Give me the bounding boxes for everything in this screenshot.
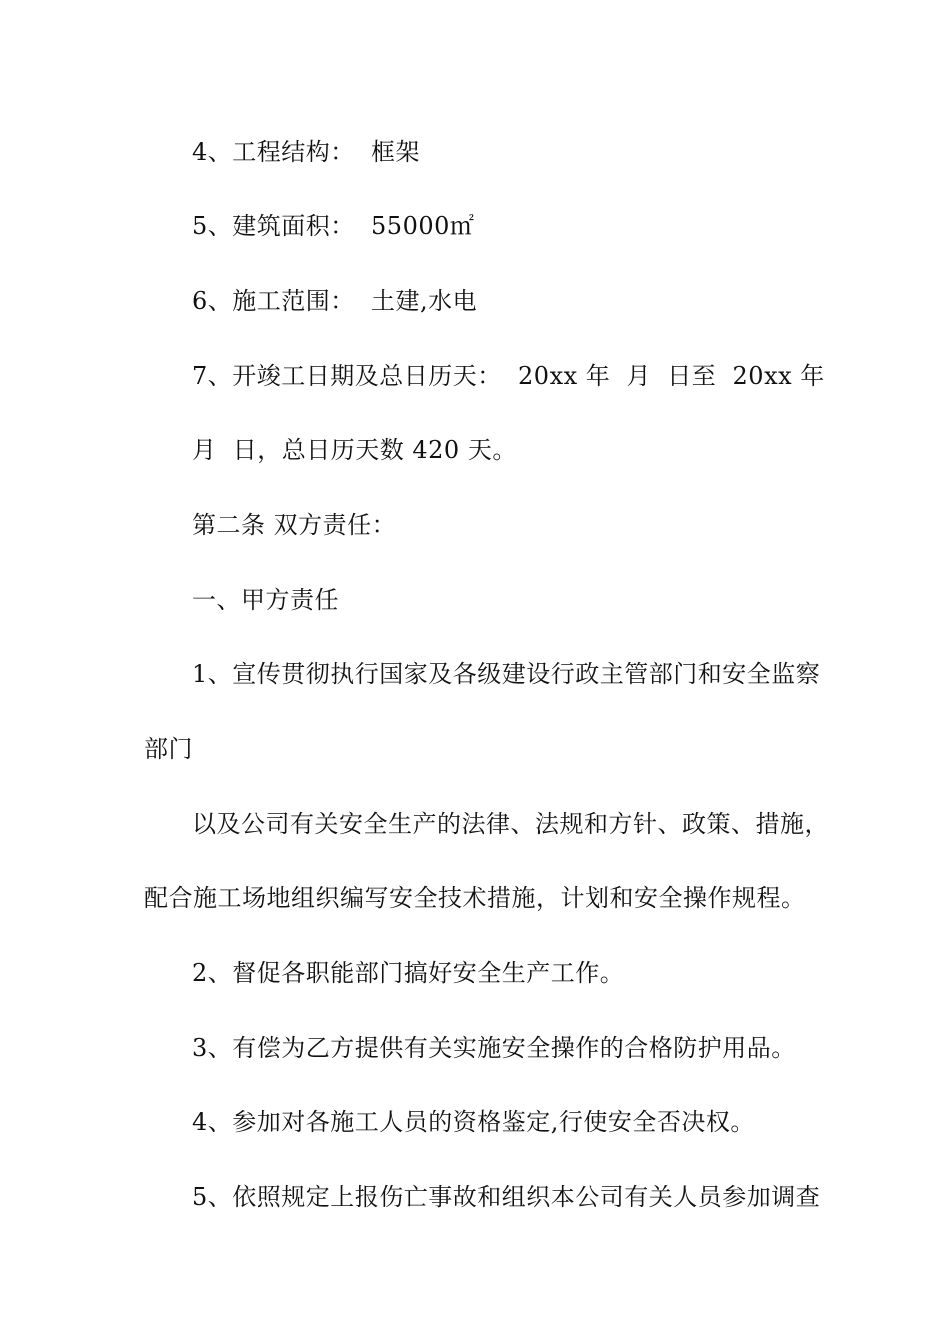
duty-4: 4、参加对各施工人员的资格鉴定,行使安全否决权。 — [192, 1108, 755, 1136]
item-schedule-dates: 7、开竣工日期及总日历天： 20xx 年 月 日至 20xx 年 — [192, 362, 825, 390]
item-building-area: 5、建筑面积： 55000㎡ — [192, 212, 475, 240]
duty-1-line-2: 部门 — [144, 735, 193, 763]
duty-1-line-1: 1、宣传贯彻执行国家及各级建设行政主管部门和安全监察 — [192, 660, 821, 688]
article-two-heading: 第二条 双方责任： — [192, 511, 397, 539]
item-schedule-dates-continued: 月 日，总日历天数 420 天。 — [192, 436, 517, 464]
duty-1-line-4: 配合施工场地组织编写安全技术措施，计划和安全操作规程。 — [144, 884, 806, 912]
duty-3: 3、有偿为乙方提供有关实施安全操作的合格防护用品。 — [192, 1034, 796, 1062]
duty-1-line-3: 以及公司有关安全生产的法律、法规和方针、政策、措施， — [192, 810, 829, 838]
item-construction-scope: 6、施工范围： 土建,水电 — [192, 287, 478, 315]
party-a-heading: 一、甲方责任 — [192, 586, 339, 614]
item-engineering-structure: 4、工程结构： 框架 — [192, 138, 421, 166]
duty-2: 2、督促各职能部门搞好安全生产工作。 — [192, 959, 625, 987]
duty-5: 5、依照规定上报伤亡事故和组织本公司有关人员参加调查 — [192, 1183, 821, 1211]
